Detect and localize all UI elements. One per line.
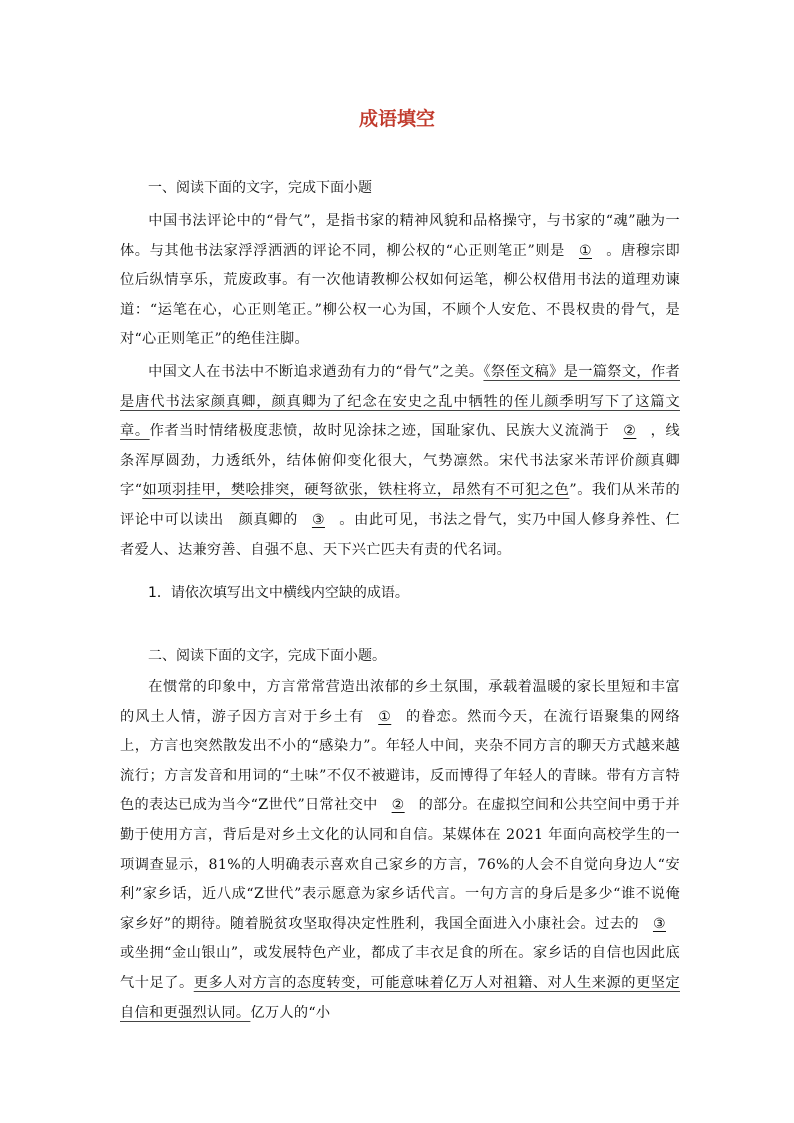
s1-p2-text-c: ，线条浑厚圆劲，力透纸外，结体俯仰变化很大，气势凛然。宋代书法家米芾评价颜真卿字“: [120, 423, 680, 499]
s1-p2-text-a: 中国文人在书法中不断追求遒劲有力的“骨气”之美。: [148, 364, 484, 380]
s1-p2-text-d: ”。我们从米芾的评论中可以读出 颜真卿的: [120, 482, 681, 528]
s1-blank3: ③: [311, 511, 325, 528]
section1-paragraph1: [120, 207, 680, 355]
s1-p1-text-b: 。唐穆宗即 位后纵情享乐，荒废政事。有一次他请教柳公权如何运笔，柳公权借用书法的道理劝谏道：“运笔在心，心正则笔正。”柳公权一心为国，不顾个人安危、不畏权贵的骨气，是对“心正则笔正”的绝佳注脚。: [120, 242, 680, 348]
section2-heading: 二、阅读下面的文字，完成下面小题。: [148, 648, 386, 664]
section1-question: 1．请依次填写出文中横线内空缺的成语。: [148, 585, 409, 601]
s1-p2-text-b: 作者当时情绪极度悲愤，故时见涂抹之迹，国耻家仇、民族大义流淌于: [149, 423, 610, 440]
s1-blank1: ①: [578, 242, 592, 259]
s2-blank3: ③: [652, 915, 666, 932]
s2-p1-text-d: 或坐拥“金山银山”，或发展特色产业，都成了丰衣足食的所在。家乡话的自信也因此底气十足了。: [120, 945, 680, 991]
s2-blank2: ②: [391, 797, 405, 814]
s1-blank2: ②: [623, 423, 637, 440]
s1-p1-text-a: 中国书法评论中的“骨气”，是指书家的精神风貌和品格操守，与书家的“魂”融为一体。与其他书法家浮浮洒洒的评论不同，柳公权的“心正则笔正”则是: [120, 213, 680, 259]
s2-blank1: ①: [378, 708, 392, 725]
s1-p2-underlined2: 如项羽挂甲，樊哙排突，硬弩欲张，铁柱将立，昂然有不可犯之色: [142, 482, 570, 499]
s1-p2-text-e: 。由此可见，书法之骨气，实乃中国人修身养性、仁者爱人、达兼穷善、自强不息、天下兴亡匹夫有责的代名词。: [120, 511, 680, 558]
s1-p2-underlined1: 《祭侄文稿》是一篇祭文，作者是唐代书法家颜真卿，颜真卿为了纪念在安史之乱中牺牲的侄儿颜季明写下了这篇文章。: [120, 364, 680, 440]
s2-p1-text-c: 的部分。在虚拟空间和公共空间中勇于并勤于使用方言，背后是对乡土文化的认同和自信。某媒体在 2021 年面向高校学生的一项调查显示，81%的人明确表示喜欢自己家乡的方言，76%的人会不自觉向身边人“安利”家乡话，近八成“Z世代”表示愿意为家乡话代言。一句方言的身后是多少“谁不说俺家乡好”的期待。随着脱贫攻坚取得决定性胜利，我国全面进入小康社会。过去的: [120, 797, 680, 932]
s2-p1-text-a: 在惯常的印象中，方言常常营造出浓郁的乡土氛围，承载着温暖的家长里短和丰富的风土人情，游子因方言对于乡土有: [120, 679, 680, 725]
section1-paragraph2: [120, 358, 680, 565]
section2-paragraph1: [120, 673, 680, 1028]
section1-heading: 一、阅读下面的文字，完成下面小题: [148, 180, 372, 196]
s2-p1-underlined: 更多人对方言的态度转变，可能意味着亿万人对祖籍、对人生来源的更坚定自信和更强烈认同。: [120, 974, 680, 1021]
s2-p1-text-b: 的眷恋。然而今天，在流行语聚集的网络上，方言也突然散发出不小的“感染力”。年轻人中间，夹杂不同方言的聊天方式越来越流行；方言发音和用词的“土味”不仅不被避讳，反而博得了年轻人的青睐。带有方言特色的表达已成为当今“Z世代”日常社交中: [120, 708, 680, 814]
page-title: 成语填空: [358, 108, 435, 130]
s2-p1-text-e: 亿万人的“小: [250, 1004, 331, 1021]
